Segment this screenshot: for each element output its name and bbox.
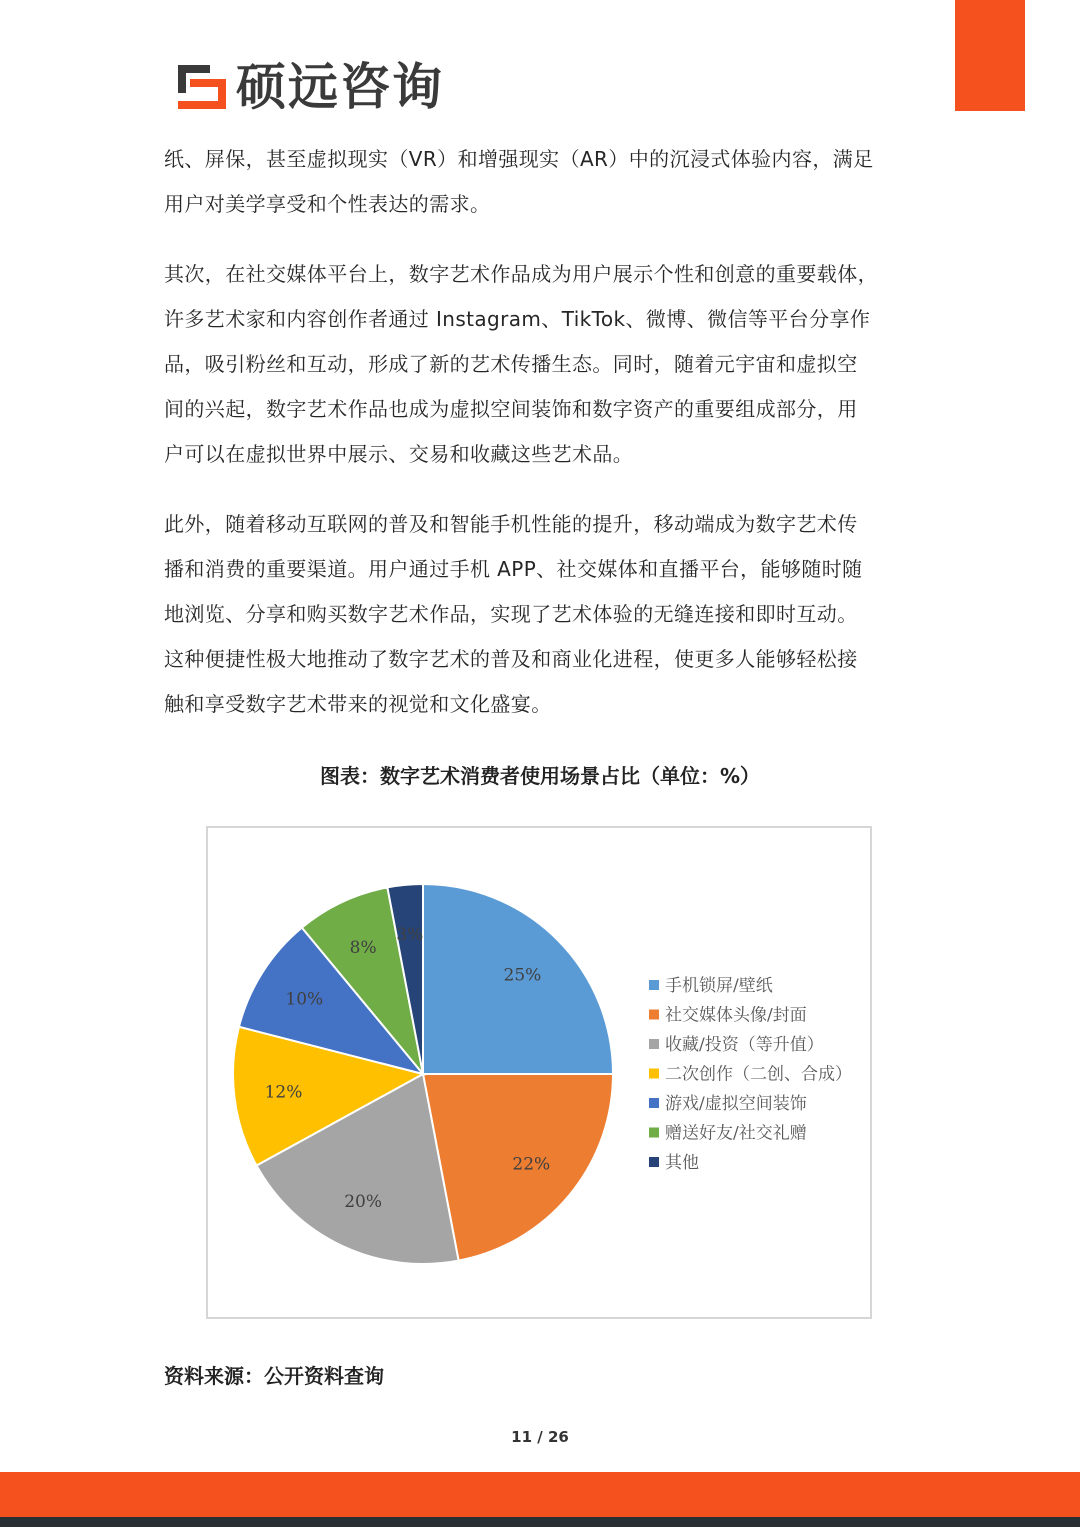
body-text	[164, 137, 924, 752]
pie-chart-svg	[208, 828, 870, 1317]
legend-label: 游戏/虚拟空间装饰	[665, 1094, 807, 1114]
legend-label: 赠送好友/社交礼赠	[665, 1123, 807, 1144]
pie-data-label: 22%	[512, 1154, 551, 1175]
legend-label: 收藏/投资（等升值）	[665, 1035, 824, 1055]
pie-data-label: 25%	[503, 965, 542, 986]
legend-swatch	[649, 980, 659, 990]
legend-label: 其他	[665, 1153, 699, 1173]
legend-label: 社交媒体头像/封面	[665, 1005, 807, 1026]
logo-mark-icon	[176, 63, 228, 111]
legend-swatch	[649, 1098, 659, 1108]
legend-swatch	[649, 1157, 659, 1167]
paragraph-line: 播和消费的重要渠道。用户通过手机 APP、社交媒体和直播平台，能够随时随	[164, 557, 863, 581]
legend-label: 手机锁屏/壁纸	[665, 976, 773, 996]
pie-data-label: 20%	[344, 1192, 383, 1213]
footer-accent-bar	[0, 1472, 1080, 1517]
paragraph-2	[164, 252, 924, 477]
legend-swatch	[649, 1128, 659, 1138]
legend-swatch	[649, 1039, 659, 1049]
logo-text: 硕远咨询	[236, 58, 444, 116]
paragraph-1	[164, 137, 924, 227]
paragraph-line: 此外，随着移动互联网的普及和智能手机性能的提升，移动端成为数字艺术传	[164, 512, 858, 536]
page-number: 11 / 26	[511, 1428, 569, 1446]
pie-data-label: 3%	[396, 925, 424, 946]
paragraph-line: 许多艺术家和内容创作者通过 Instagram、TikTok、微博、微信等平台分享作	[164, 307, 871, 331]
paragraph-line: 用户对美学享受和个性表达的需求。	[164, 192, 491, 216]
legend-swatch	[649, 1069, 659, 1079]
paragraph-3	[164, 502, 924, 727]
legend-swatch	[649, 1010, 659, 1020]
paragraph-line: 触和享受数字艺术带来的视觉和文化盛宴。	[164, 692, 552, 716]
pie-chart	[206, 826, 872, 1319]
pie-data-label: 10%	[285, 989, 324, 1010]
pie-data-label: 8%	[349, 937, 377, 958]
legend-label: 二次创作（二创、合成）	[665, 1064, 852, 1085]
paragraph-line: 纸、屏保，甚至虚拟现实（VR）和增强现实（AR）中的沉浸式体验内容，满足	[164, 147, 874, 171]
paragraph-line: 地浏览、分享和购买数字艺术作品，实现了艺术体验的无缝连接和即时互动。	[164, 602, 858, 626]
paragraph-line: 户可以在虚拟世界中展示、交易和收藏这些艺术品。	[164, 442, 634, 466]
paragraph-line: 这种便捷性极大地推动了数字艺术的普及和商业化进程，使更多人能够轻松接	[164, 647, 858, 671]
corner-accent-block	[955, 0, 1025, 111]
paragraph-line: 其次，在社交媒体平台上，数字艺术作品成为用户展示个性和创意的重要载体，	[164, 262, 878, 286]
paragraph-line: 间的兴起，数字艺术作品也成为虚拟空间装饰和数字资产的重要组成部分，用	[164, 397, 858, 421]
pie-data-label: 12%	[264, 1082, 303, 1103]
company-logo	[176, 58, 444, 116]
source-note: 资料来源：公开资料查询	[164, 1364, 384, 1388]
chart-title: 图表：数字艺术消费者使用场景占比（单位：%）	[319, 764, 761, 788]
paragraph-line: 品，吸引粉丝和互动，形成了新的艺术传播生态。同时，随着元宇宙和虚拟空	[164, 352, 858, 376]
footer-dark-bar	[0, 1517, 1080, 1527]
